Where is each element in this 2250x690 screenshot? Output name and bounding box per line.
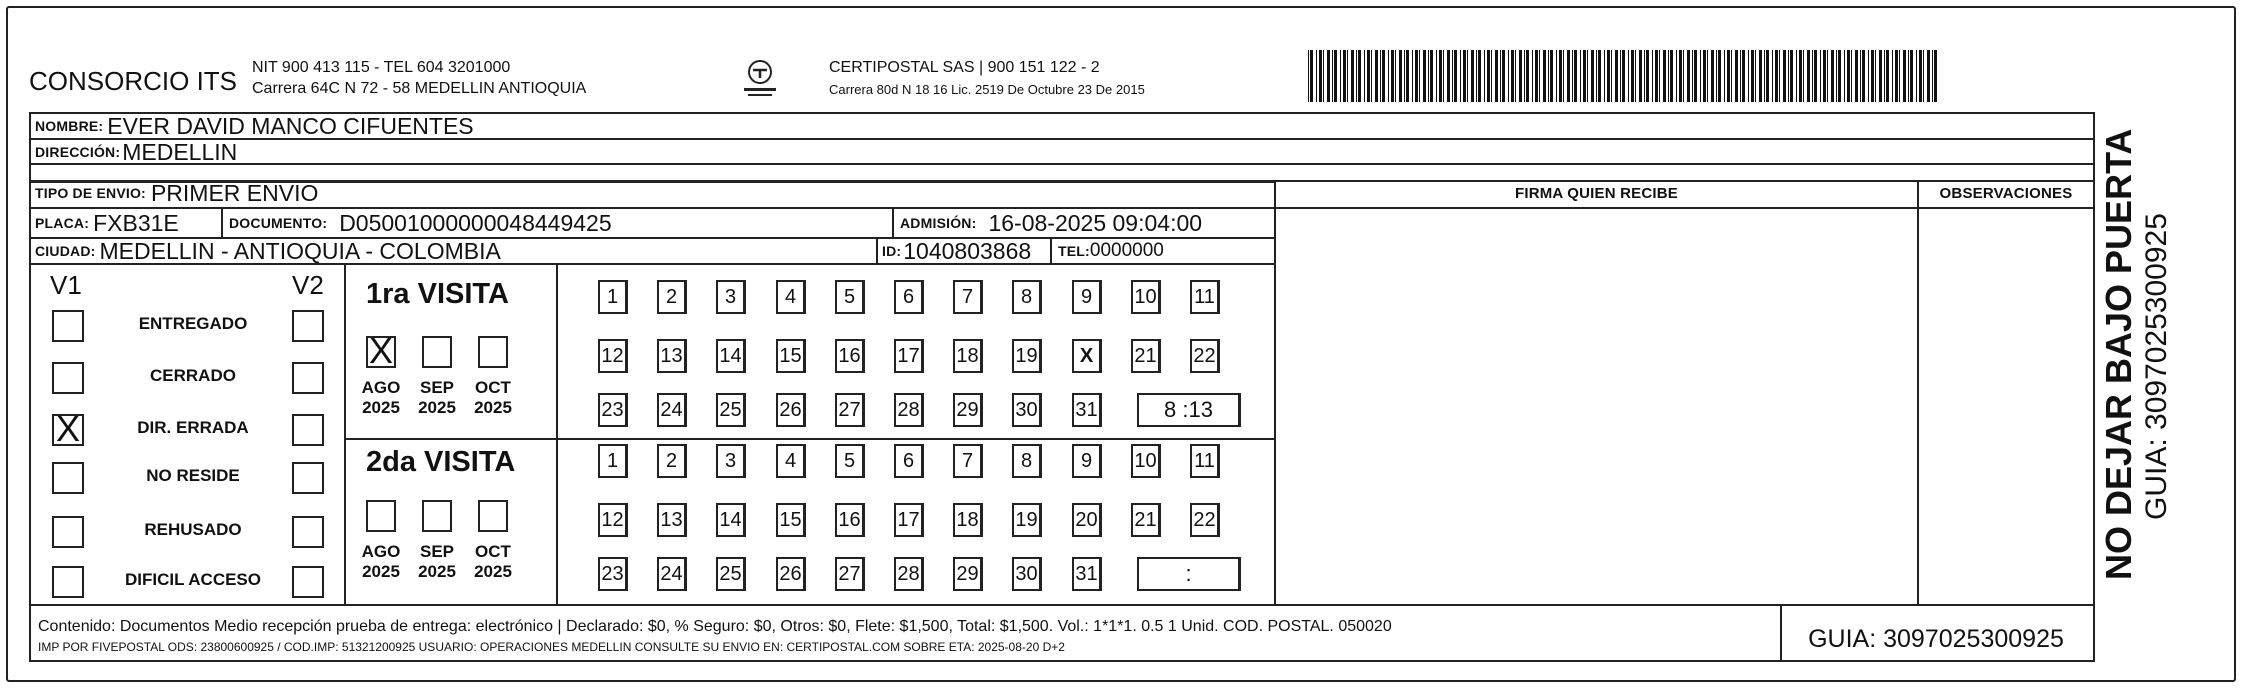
tel-label: TEL:: [1058, 243, 1090, 259]
admission-label: ADMISIÓN:: [900, 215, 977, 231]
v2-label: V2: [292, 270, 324, 300]
plate-row: [31, 209, 179, 237]
first-visit-day-24[interactable]: 24: [657, 393, 687, 427]
address-label: DIRECCIÓN:: [35, 144, 121, 160]
first-visit-day-23[interactable]: 23: [598, 393, 628, 427]
address-value: MEDELLIN: [122, 138, 238, 165]
v1-checkbox[interactable]: [52, 516, 84, 548]
second-visit-day-1[interactable]: 1: [598, 444, 628, 478]
second-visit-day-15[interactable]: 15: [776, 503, 806, 537]
month-checkbox[interactable]: [478, 500, 508, 532]
first-visit-day-4[interactable]: 4: [776, 280, 806, 314]
second-visit-day-9[interactable]: 9: [1072, 444, 1102, 478]
second-visit-day-18[interactable]: 18: [953, 503, 983, 537]
first-visit-day-7[interactable]: 7: [953, 280, 983, 314]
company-name: CONSORCIO ITS: [29, 66, 238, 96]
month-label: OCT: [475, 542, 511, 561]
observations-header: OBSERVACIONES: [1939, 185, 2073, 202]
month-label: OCT: [475, 378, 511, 397]
barcode: [1308, 50, 1940, 102]
v2-checkbox[interactable]: [292, 462, 324, 494]
first-visit-day-5[interactable]: 5: [835, 280, 865, 314]
v2-checkbox[interactable]: [292, 414, 324, 446]
month-year: 2025: [474, 562, 512, 581]
second-visit-day-31[interactable]: 31: [1072, 557, 1102, 591]
signature-header: FIRMA QUIEN RECIBE: [1514, 185, 1679, 202]
first-visit-title: 1ra VISITA: [366, 278, 509, 310]
status-label: ENTREGADO: [138, 314, 248, 333]
second-visit-day-11[interactable]: 11: [1190, 444, 1220, 478]
recipient-name: EVER DAVID MANCO CIFUENTES: [107, 112, 474, 139]
first-visit-day-8[interactable]: 8: [1012, 280, 1042, 314]
second-visit-day-20[interactable]: 20: [1072, 503, 1102, 537]
second-visit-day-6[interactable]: 6: [894, 444, 924, 478]
recipient-name-label: NOMBRE:: [35, 118, 104, 134]
month-year: 2025: [418, 398, 456, 417]
second-visit-day-23[interactable]: 23: [598, 557, 628, 591]
second-visit-day-14[interactable]: 14: [716, 503, 746, 537]
month-checkbox[interactable]: X: [366, 336, 396, 368]
city-value: MEDELLIN - ANTIOQUIA - COLOMBIA: [99, 237, 501, 264]
status-label: NO RESIDE: [146, 466, 240, 485]
tel-value: 0000000: [1089, 240, 1164, 261]
second-visit-day-4[interactable]: 4: [776, 444, 806, 478]
first-visit-day-25[interactable]: 25: [716, 393, 746, 427]
admission-row: [896, 209, 1202, 237]
month-label: SEP: [419, 542, 455, 561]
v1-label: V1: [50, 270, 82, 300]
first-visit-day-22[interactable]: 22: [1190, 339, 1220, 373]
first-visit-day-20[interactable]: X: [1072, 339, 1102, 373]
second-visit-day-21[interactable]: 21: [1131, 503, 1161, 537]
second-visit-day-22[interactable]: 22: [1190, 503, 1220, 537]
footer-print-info: IMP POR FIVEPOSTAL ODS: 23800600925 / COD.IMP: 51321200925 USUARIO: OPERACIONES MEDELLIN CONSULTE SU ENVIO EN: CERTIPOSTAL.COM SOBRE ETA: 2025-08-20 D+2: [38, 640, 1065, 654]
first-visit-day-9[interactable]: 9: [1072, 280, 1102, 314]
document-label: DOCUMENTO:: [229, 215, 328, 231]
v2-checkbox[interactable]: [292, 310, 324, 342]
second-visit-day-27[interactable]: 27: [835, 557, 865, 591]
tracking-number-box: GUIA: 3097025300925: [1808, 624, 2064, 653]
plate-label: PLACA:: [35, 215, 90, 231]
document-value: D05001000000048449425: [339, 209, 612, 236]
shipping-type-value: PRIMER ENVIO: [150, 179, 319, 206]
second-visit-day-17[interactable]: 17: [894, 503, 924, 537]
month-label: AGO: [361, 378, 401, 397]
second-visit-day-13[interactable]: 13: [657, 503, 687, 537]
second-visit-time-box[interactable]: :: [1137, 557, 1241, 591]
second-visit-day-2[interactable]: 2: [657, 444, 687, 478]
month-label: AGO: [361, 542, 401, 561]
second-visit-day-28[interactable]: 28: [894, 557, 924, 591]
month-label: SEP: [419, 378, 455, 397]
second-visit-day-12[interactable]: 12: [598, 503, 628, 537]
address-row: [31, 140, 237, 164]
v1-checkbox[interactable]: [52, 566, 84, 598]
first-visit-day-3[interactable]: 3: [716, 280, 746, 314]
first-visit-day-29[interactable]: 29: [953, 393, 983, 427]
v2-checkbox[interactable]: [292, 362, 324, 394]
second-visit-day-8[interactable]: 8: [1012, 444, 1042, 478]
month-checkbox[interactable]: [422, 500, 452, 532]
v1-checkbox[interactable]: [52, 362, 84, 394]
month-checkbox[interactable]: [366, 500, 396, 532]
first-visit-time-box[interactable]: 8 :13: [1137, 393, 1241, 427]
admission-value: 16-08-2025 09:04:00: [988, 209, 1203, 236]
footer-content: Contenido: Documentos Medio recepción prueba de entrega: electrónico | Declarado: $0, % Seguro: $0, Otros: $0, Flete: $1,500, Total: $1,500. Vol.: 1*1*1. 0.5 1 Unid. COD. POSTAL. 050020: [38, 618, 1392, 635]
status-label: DIFICIL ACCESO: [124, 570, 261, 589]
v2-checkbox[interactable]: [292, 566, 324, 598]
company-address: Carrera 64C N 72 - 58 MEDELLIN ANTIOQUIA: [252, 80, 587, 97]
id-value: 1040803868: [903, 237, 1032, 264]
v2-checkbox[interactable]: [292, 516, 324, 548]
month-year: 2025: [418, 562, 456, 581]
id-label: ID:: [882, 243, 902, 259]
second-visit-day-25[interactable]: 25: [716, 557, 746, 591]
side-tracking-number: GUIA: 3097025300925: [2140, 213, 2173, 520]
document-row: [225, 209, 612, 237]
second-visit-day-3[interactable]: 3: [716, 444, 746, 478]
shipping-label-border: [6, 6, 2236, 682]
first-visit-day-2[interactable]: 2: [657, 280, 687, 314]
first-visit-day-19[interactable]: 19: [1012, 339, 1042, 373]
first-visit-day-28[interactable]: 28: [894, 393, 924, 427]
first-visit-day-16[interactable]: 16: [835, 339, 865, 373]
v1-checkbox[interactable]: [52, 310, 84, 342]
first-visit-day-18[interactable]: 18: [953, 339, 983, 373]
month-year: 2025: [362, 398, 400, 417]
status-label: REHUSADO: [144, 520, 242, 539]
month-checkbox[interactable]: [478, 336, 508, 368]
second-visit-day-26[interactable]: 26: [776, 557, 806, 591]
shipping-type-row: [31, 179, 318, 207]
company-nit: NIT 900 413 115 - TEL 604 3201000: [252, 59, 511, 76]
first-visit-day-15[interactable]: 15: [776, 339, 806, 373]
second-visit-day-29[interactable]: 29: [953, 557, 983, 591]
id-row: [878, 239, 1031, 263]
second-visit-day-16[interactable]: 16: [835, 503, 865, 537]
second-visit-title: 2da VISITA: [366, 446, 516, 478]
first-visit-day-14[interactable]: 14: [716, 339, 746, 373]
second-visit-day-10[interactable]: 10: [1131, 444, 1161, 478]
first-visit-day-11[interactable]: 11: [1190, 280, 1220, 314]
second-visit-day-5[interactable]: 5: [835, 444, 865, 478]
first-visit-day-1[interactable]: 1: [598, 280, 628, 314]
first-visit-day-27[interactable]: 27: [835, 393, 865, 427]
month-checkbox[interactable]: [422, 336, 452, 368]
shipping-type-label: TIPO DE ENVIO:: [35, 185, 146, 201]
first-visit-day-21[interactable]: 21: [1131, 339, 1161, 373]
side-warning: NO DEJAR BAJO PUERTA: [2098, 128, 2139, 580]
first-visit-day-26[interactable]: 26: [776, 393, 806, 427]
carrier-name: CERTIPOSTAL SAS | 900 151 122 - 2: [829, 59, 1100, 76]
second-visit-day-24[interactable]: 24: [657, 557, 687, 591]
certipostal-logo: [740, 58, 780, 102]
first-visit-day-12[interactable]: 12: [598, 339, 628, 373]
first-visit-day-31[interactable]: 31: [1072, 393, 1102, 427]
carrier-address: Carrera 80d N 18 16 Lic. 2519 De Octubre 23 De 2015: [829, 82, 1145, 97]
v1-checkbox[interactable]: X: [52, 414, 84, 446]
tel-row: [1054, 239, 1164, 263]
recipient-name-row: [31, 114, 474, 138]
status-label: DIR. ERRADA: [137, 418, 249, 437]
second-visit-day-30[interactable]: 30: [1012, 557, 1042, 591]
first-visit-day-13[interactable]: 13: [657, 339, 687, 373]
second-visit-day-19[interactable]: 19: [1012, 503, 1042, 537]
city-row: [31, 239, 501, 263]
plate-value: FXB31E: [93, 209, 179, 236]
month-year: 2025: [362, 562, 400, 581]
first-visit-day-6[interactable]: 6: [894, 280, 924, 314]
second-visit-day-7[interactable]: 7: [953, 444, 983, 478]
first-visit-day-30[interactable]: 30: [1012, 393, 1042, 427]
first-visit-day-10[interactable]: 10: [1131, 280, 1161, 314]
first-visit-day-17[interactable]: 17: [894, 339, 924, 373]
v1-checkbox[interactable]: [52, 462, 84, 494]
status-label: CERRADO: [150, 366, 236, 385]
month-year: 2025: [474, 398, 512, 417]
city-label: CIUDAD:: [35, 243, 96, 259]
